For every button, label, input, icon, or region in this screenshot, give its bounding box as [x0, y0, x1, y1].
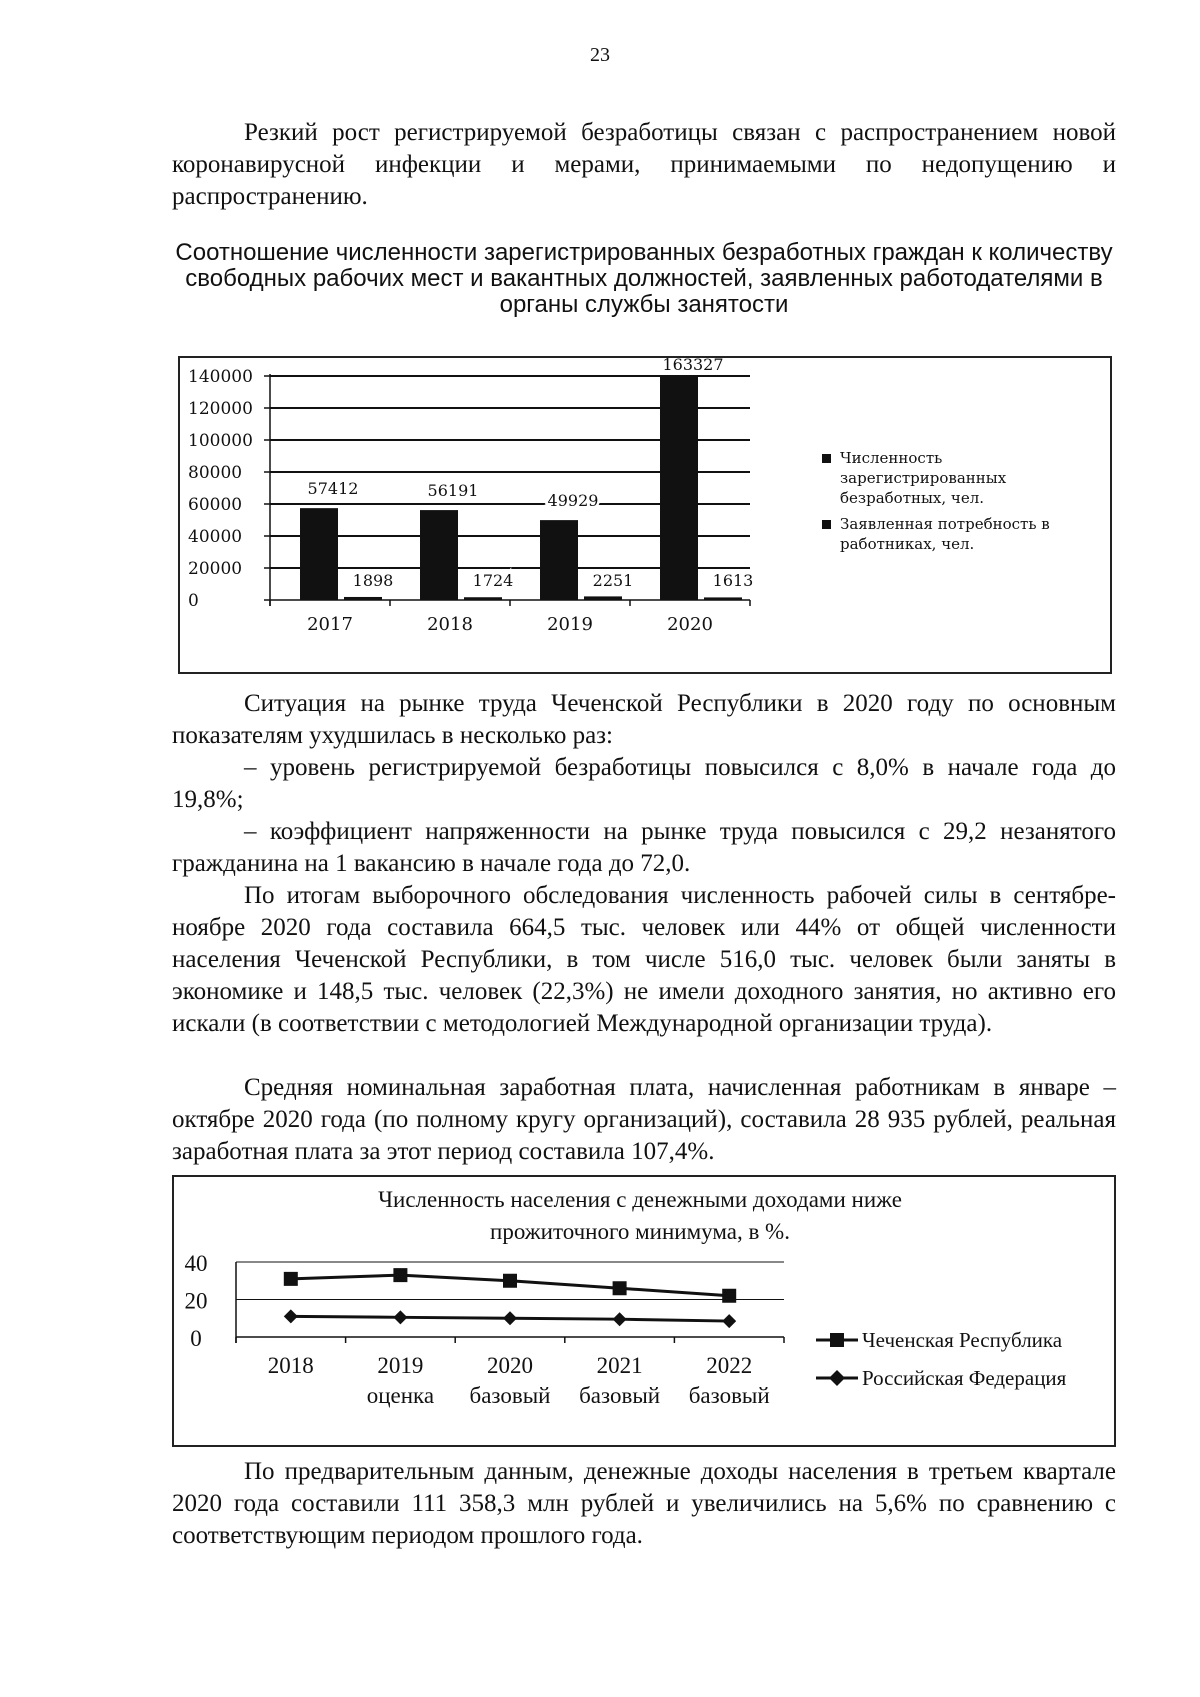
x-tick-label: 2020 — [487, 1353, 533, 1378]
point-russian-federation-2019 — [393, 1310, 407, 1324]
chart2-legend — [814, 1327, 1109, 1407]
x-tick-sublabel: оценка — [366, 1383, 435, 1408]
data-label-demand: 1724 — [472, 571, 514, 590]
legend-item-declared-demand — [822, 514, 1102, 554]
x-tick-label: 2019 — [377, 1353, 424, 1378]
data-label-unemployed: 56191 — [427, 481, 479, 501]
point-chechen-republic-2020 — [503, 1274, 517, 1288]
legend-label-demand: Заявленная потребность в работниках, чел. — [840, 515, 1050, 553]
data-label-demand: 1898 — [352, 571, 394, 590]
point-russian-federation-2022 — [722, 1314, 736, 1328]
data-label-demand: 2251 — [592, 571, 634, 590]
paragraph-income: По предварительным данным, денежные доходы населения в третьем квартале 2020 года составили 111 358,3 млн рублей и увеличились на 5,6% по сравнению с соответствующим периодом прошлого года. — [172, 1458, 1116, 1549]
point-chechen-republic-2019 — [393, 1268, 407, 1282]
bar-demand-2018 — [464, 597, 502, 600]
paragraph-unemployment-growth: Резкий рост регистрируемой безработицы связан с распространением новой коронавирусной инфекции и мерами, принимаемыми по недопущению и распространению. — [172, 119, 1116, 210]
y-tick-label: 0 — [190, 1326, 202, 1351]
x-tick-label: 2019 — [547, 614, 593, 635]
chart1-legend — [822, 448, 1102, 554]
legend-item-registered-unemployed — [822, 448, 1102, 508]
x-tick-sublabel: базовый — [579, 1383, 661, 1408]
data-label-demand: 1613 — [712, 571, 754, 590]
legend-swatch-demand — [822, 520, 831, 529]
x-tick-label: 2020 — [667, 614, 713, 635]
bar-unemployed-2018 — [420, 510, 458, 600]
point-chechen-republic-2021 — [613, 1281, 627, 1295]
x-tick-label: 2022 — [706, 1353, 753, 1378]
y-tick-label: 140000 — [188, 367, 253, 387]
legend-label-chechen-republic: Чеченская Республика — [862, 1328, 1063, 1352]
legend-label-russian-federation: Российская Федерация — [862, 1366, 1067, 1390]
data-label-unemployed: 57412 — [307, 479, 359, 499]
point-russian-federation-2018 — [284, 1309, 298, 1323]
unemployment-bar-chart — [178, 356, 1112, 674]
legend-marker-square — [814, 1327, 860, 1353]
y-tick-label: 40000 — [188, 527, 243, 547]
data-label-unemployed: 163327 — [662, 358, 724, 374]
bar-demand-2020 — [704, 597, 742, 600]
paragraph-unemployment-rate: – уровень регистрируемой безработицы повысился с 8,0% в начале года до 19,8%; — [172, 754, 1116, 813]
x-tick-sublabel: базовый — [688, 1383, 770, 1408]
bar-demand-2017 — [344, 597, 382, 600]
x-tick-label: 2021 — [596, 1353, 643, 1378]
bar-unemployed-2020 — [660, 376, 698, 600]
chart2-title-line: Численность населения с денежными доходами ниже — [378, 1187, 902, 1212]
y-tick-label: 40 — [184, 1251, 208, 1276]
y-tick-label: 120000 — [188, 399, 253, 419]
bar-unemployed-2017 — [300, 508, 338, 600]
page-number: 23 — [590, 44, 610, 66]
poverty-line-chart — [172, 1175, 1116, 1447]
paragraph-wages: Средняя номинальная заработная плата, начисленная работникам в январе – октябре 2020 года (по полному кругу организаций), составила 28 935 рублей, реальная заработная плата за этот период составила 107,4%. — [172, 1074, 1116, 1165]
y-tick-label: 80000 — [188, 463, 243, 483]
y-tick-label: 20 — [184, 1288, 208, 1314]
bar-unemployed-2019 — [540, 520, 578, 600]
bar-demand-2019 — [584, 596, 622, 600]
legend-label-unemployed: Численность зарегистрированных безработных, чел. — [840, 449, 1007, 507]
paragraph-tension-coefficient: – коэффициент напряженности на рынке труда повысился с 29,2 незанятого гражданина на 1 вакансию в начале года до 72,0. — [172, 818, 1116, 877]
point-chechen-republic-2022 — [722, 1289, 736, 1303]
y-tick-label: 100000 — [188, 431, 253, 451]
paragraph-labor-force: По итогам выборочного обследования численность рабочей силы в сентябре-ноябре 2020 года составила 664,5 тыс. человек или 44% от общей численности населения Чеченской Республики, в том числе 516,0 тыс. человек были заняты в экономике и 148,5 тыс. человек (22,3%) не имели доходного занятия, но активно его искали (в соответствии с методологией Международной организации труда). — [172, 882, 1116, 1037]
point-russian-federation-2020 — [503, 1311, 517, 1325]
paragraph-labor-market: Ситуация на рынке труда Чеченской Республики в 2020 году по основным показателям ухудшилась в несколько раз: — [172, 690, 1116, 749]
data-label-unemployed: 49929 — [547, 491, 599, 511]
chart1-title: Соотношение численности зарегистрированных безработных граждан к количеству свободных рабочих мест и вакантных должностей, заявленных работодателями в органы службы занятости — [175, 239, 1113, 318]
chart2-title-line: прожиточного минимума, в %. — [490, 1219, 790, 1244]
x-tick-label: 2017 — [307, 614, 353, 635]
legend-swatch-unemployed — [822, 454, 831, 463]
x-tick-label: 2018 — [427, 614, 473, 635]
y-tick-label: 20000 — [188, 559, 243, 579]
y-tick-label: 0 — [188, 591, 199, 611]
legend-marker-diamond — [814, 1365, 860, 1391]
y-tick-label: 60000 — [188, 495, 243, 515]
point-chechen-republic-2018 — [284, 1272, 298, 1286]
point-russian-federation-2021 — [613, 1312, 627, 1326]
x-tick-label: 2018 — [267, 1353, 314, 1378]
x-tick-sublabel: базовый — [469, 1383, 551, 1408]
